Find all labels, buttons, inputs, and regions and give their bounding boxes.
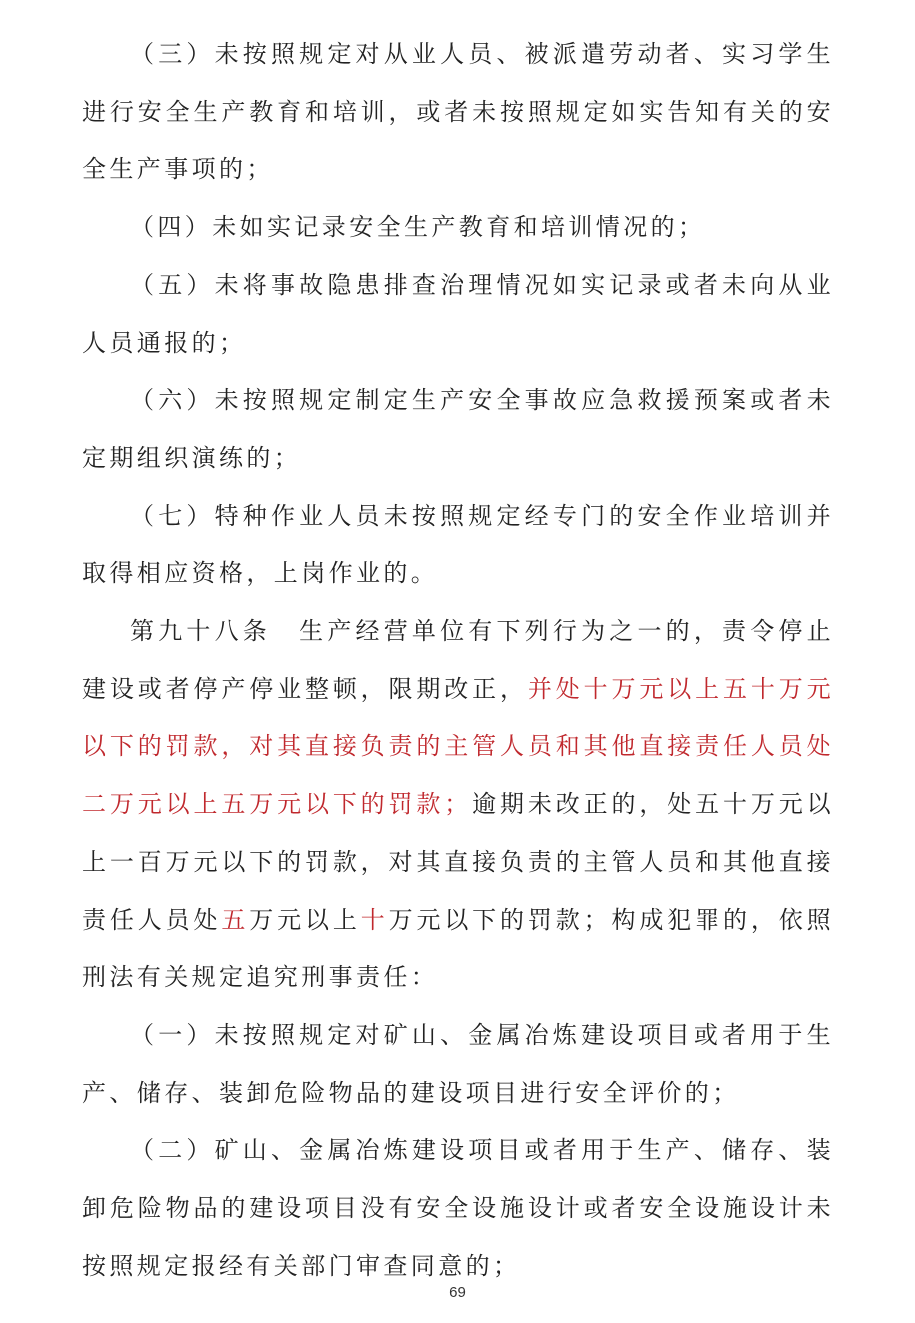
text-segment: 万元以上: [249, 905, 361, 934]
text-segment: （五）未将事故隐患排查治理情况如实记录或者未向从业人员通报的；: [82, 270, 834, 357]
highlighted-text: 并处十万元以上五十万元以下的罚款，对其直接负责的主管人员和其他直接责任人员处二万元以上五万元以下的罚款；: [82, 674, 834, 819]
paragraph-item-5: [82, 257, 834, 372]
text-segment: 逾期未改正的，处五十万元以上一百万元以下的罚款，对其直接负责的主管人员和其他直接责任人员处: [82, 790, 834, 934]
highlighted-text: 十: [360, 905, 389, 934]
text-segment: （二）矿山、金属冶炼建设项目或者用于生产、储存、装卸危险物品的建设项目没有安全设施设计或者安全设施设计未按照规定报经有关部门审查同意的；: [82, 1136, 834, 1280]
document-body: [82, 26, 834, 1295]
text-segment: （三）未按照规定对从业人员、被派遣劳动者、实习学生进行安全生产教育和培训，或者未按照规定如实告知有关的安全生产事项的；: [82, 40, 834, 184]
paragraph-article-98-item-2: [82, 1122, 834, 1295]
highlighted-text: 五: [221, 905, 250, 934]
paragraph-item-4: [82, 199, 834, 257]
paragraph-article-98: [82, 603, 834, 1007]
paragraph-item-7: [82, 488, 834, 603]
text-segment: （七）特种作业人员未按照规定经专门的安全作业培训并取得相应资格，上岗作业的。: [82, 501, 834, 588]
text-segment: （一）未按照规定对矿山、金属冶炼建设项目或者用于生产、储存、装卸危险物品的建设项目进行安全评价的；: [82, 1020, 834, 1107]
paragraph-article-98-item-1: [82, 1007, 834, 1122]
text-segment: （四）未如实记录安全生产教育和培训情况的；: [130, 213, 706, 242]
text-segment: 万元以下的罚款；构成犯罪的，依照刑法有关规定追究刑事责任：: [82, 905, 834, 992]
text-segment: 第九十八条 生产经营单位有下列行为之一的，责令停止建设或者停产停业整顿，限期改正，: [82, 617, 834, 703]
paragraph-item-6: [82, 372, 834, 487]
text-segment: （六）未按照规定制定生产安全事故应急救援预案或者未定期组织演练的；: [82, 386, 834, 472]
page-number: 69: [449, 1284, 466, 1301]
paragraph-item-3: [82, 26, 834, 199]
